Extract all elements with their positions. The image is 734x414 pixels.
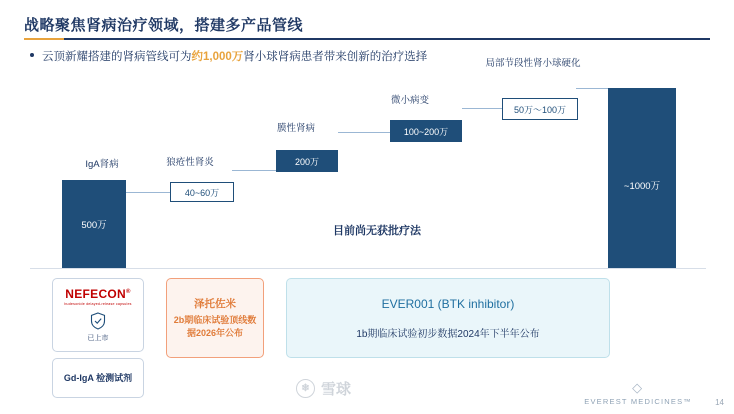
zetuo-name: 泽托佐米 — [194, 297, 236, 310]
bar-value-3: 100~200万 — [403, 126, 449, 137]
category-label-4: 局部节段性肾小球硬化 — [485, 58, 581, 69]
no-therapy-note: 目前尚无获批疗法 — [333, 225, 421, 237]
bar-value-4: 50万～100万 — [513, 104, 567, 115]
waterfall-chart — [0, 58, 734, 270]
connector-4 — [576, 88, 608, 89]
category-label-0: IgA肾病 — [85, 159, 119, 170]
bullet-prefix: 云顶新耀搭建的肾病管线可为 — [42, 51, 192, 63]
page-number: 14 — [715, 398, 724, 407]
bullet-dot-icon — [30, 53, 34, 57]
title-divider — [24, 38, 710, 40]
card-zetuo[interactable] — [166, 278, 264, 358]
bullet-suffix: 肾小球肾病患者带来创新的治疗选择 — [243, 51, 428, 63]
card-ever001[interactable] — [286, 278, 610, 358]
bar-value-0: 500万 — [81, 220, 107, 231]
ever001-title: EVER001 (BTK inhibitor) — [381, 296, 515, 311]
connector-1 — [232, 170, 276, 171]
bullet-row — [30, 48, 690, 64]
category-label-2: 膜性肾病 — [276, 123, 315, 134]
watermark — [296, 378, 351, 399]
step-box-3 — [390, 120, 462, 142]
bar-value-2: 200万 — [294, 156, 320, 167]
brand-logo — [584, 380, 692, 406]
nefecon-status-badge: 已上市 — [87, 334, 109, 342]
page-title: 战略聚焦肾病治疗领域，搭建多产品管线 — [24, 17, 304, 34]
bar-0 — [62, 180, 126, 268]
watermark-label: 雪球 — [321, 381, 352, 398]
snowball-icon: ❄ — [296, 379, 315, 398]
connector-3 — [462, 108, 502, 109]
step-box-1 — [170, 182, 234, 202]
bar-value-1: 40~60万 — [184, 187, 220, 198]
bullet-highlight: 约1,000万 — [191, 51, 244, 63]
bar-total — [608, 88, 676, 268]
brand-name: EVEREST MEDICINES™ — [584, 397, 692, 406]
chart-baseline — [30, 268, 706, 269]
category-label-1: 狼疮性肾炎 — [166, 157, 214, 168]
connector-2 — [338, 132, 390, 133]
bar-value-total: ~1000万 — [623, 181, 661, 192]
brand-mark-icon: ◇ — [632, 380, 645, 395]
card-nefecon[interactable] — [52, 278, 144, 352]
ever001-milestone: 1b期临床试验初步数据2024年下半年公布 — [356, 328, 540, 340]
title-divider-accent — [24, 38, 64, 40]
zetuo-milestone: 2b期临床试验顶线数据2026年公布 — [173, 314, 257, 338]
gd-iga-label: Gd-IgA 检测试剂 — [63, 372, 133, 383]
nefecon-logo — [65, 288, 131, 300]
shield-icon — [90, 312, 106, 330]
bullet-text — [42, 48, 427, 64]
connector-0 — [126, 192, 170, 193]
step-box-4 — [502, 98, 578, 120]
category-label-3: 微小病变 — [390, 95, 429, 106]
step-box-2 — [276, 150, 338, 172]
nefecon-logo-subtitle: budesonide delayed-release capsules — [64, 301, 132, 306]
nefecon-logo-sup: ® — [126, 288, 131, 295]
card-gd-iga[interactable] — [52, 358, 144, 398]
nefecon-logo-text: NEFECON — [65, 286, 127, 301]
